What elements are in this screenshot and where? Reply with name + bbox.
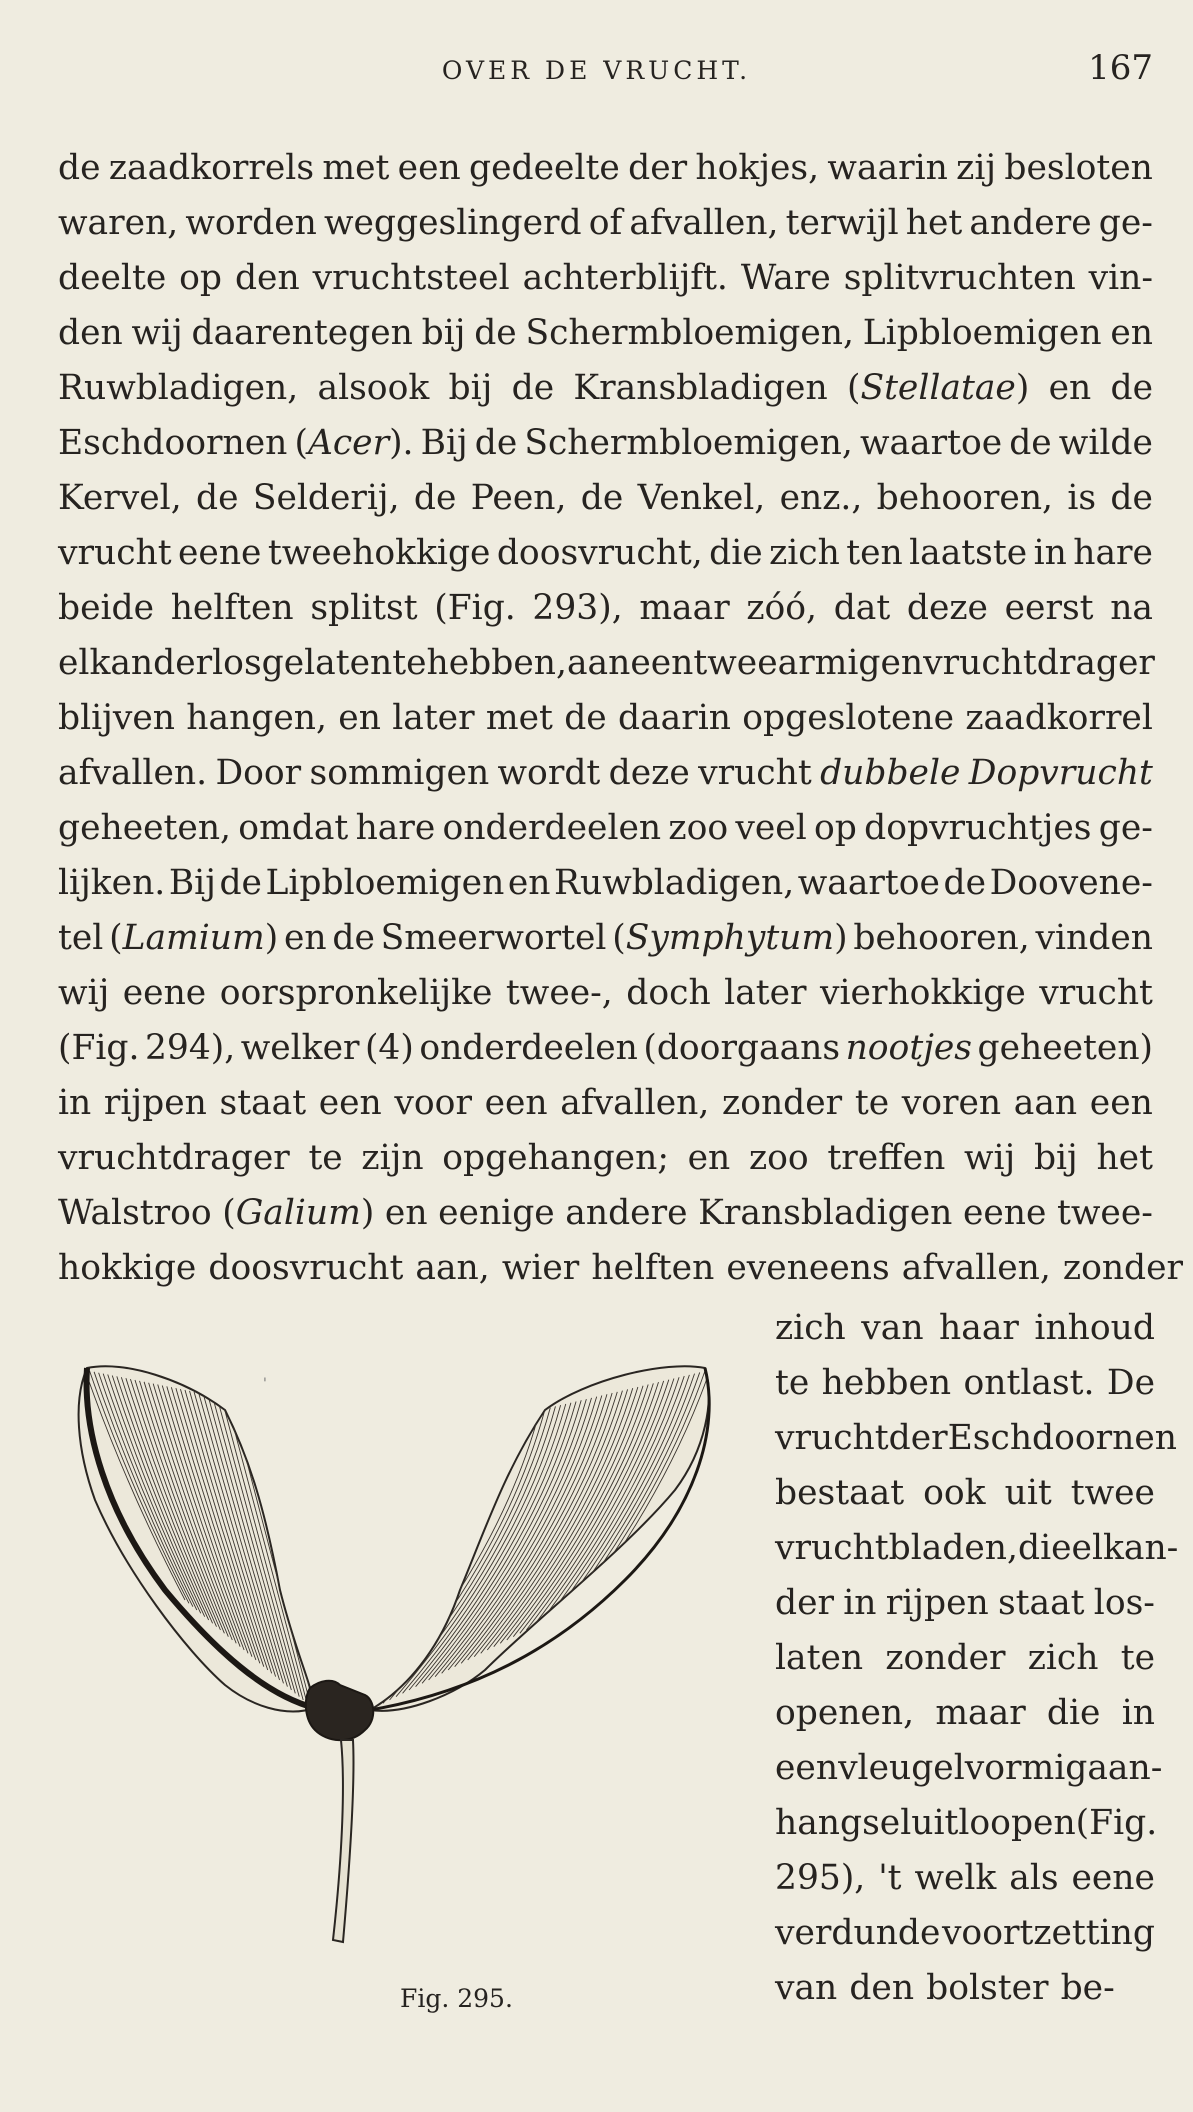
text-line: Walstroo (Galium) en eenige andere Kransbladigen eene twee- [58,1193,1153,1233]
text-line: openen, maar die in [775,1693,1155,1733]
stray-mark: ' [263,1376,267,1392]
text-line: vruchtbladen, die elkan- [775,1528,1179,1568]
text-line: in rijpen staat een voor een afvallen, zonder te voren aan een [58,1083,1153,1123]
text-line: bestaat ook uit twee [775,1473,1155,1513]
text-line: geheeten, omdat hare onderdeelen zoo veel op dopvruchtjes ge- [58,808,1153,848]
text-line: vruchtdrager te zijn opgehangen; en zoo treffen wij bij het [58,1138,1153,1178]
text-line: blijven hangen, en later met de daarin opgeslotene zaadkorrel [58,698,1153,738]
text-line: 295), 't welk als eene [775,1858,1155,1898]
text-line: tel (Lamium) en de Smeerwortel (Symphytum) behooren, vinden [58,918,1153,958]
text-line: hangsel uitloopen (Fig. [775,1803,1158,1843]
body-text [58,141,1184,1296]
text-line: vrucht eene tweehokkige doosvrucht, die zich ten laatste in hare [58,533,1153,573]
text-line: Kervel, de Selderij, de Peen, de Venkel, enz., behooren, is de [58,478,1153,518]
text-line: verdunde voortzetting [775,1913,1155,1953]
text-line: beide helften splitst (Fig. 293), maar zóó, dat deze eerst na [58,588,1153,628]
text-line: vrucht der Eschdoornen [775,1418,1178,1458]
text-line: der in rijpen staat los- [775,1583,1155,1623]
text-line: laten zonder zich te [775,1638,1155,1678]
text-line: wij eene oorspronkelijke twee-, doch later vierhokkige vrucht [58,973,1153,1013]
text-line: elkander losgelaten te hebben, aan een tweearmigen vruchtdrager [58,643,1155,683]
wrapped-text-beside-figure [775,1301,1179,2016]
maple-samara-icon [65,1350,725,1960]
running-title: OVER DE VRUCHT. [441,56,752,85]
right-wing [370,1366,709,1711]
text-line: de zaadkorrels met een gedeelte der hokjes, waarin zij besloten [58,148,1153,188]
text-line: te hebben ontlast. De [775,1363,1155,1403]
text-line: (Fig. 294), welker (4) onderdeelen (doorgaans nootjes geheeten) [58,1028,1153,1068]
text-line: lijken. Bij de Lipbloemigen en Ruwbladigen, waartoe de Doovene- [58,863,1153,903]
page-number: 167 [1088,48,1153,88]
text-line: Ruwbladigen, alsook bij de Kransbladigen (Stellatae) en de [58,368,1153,408]
text-line: waren, worden weggeslingerd of afvallen, terwijl het andere ge- [58,203,1153,243]
figure-caption: Fig. 295. [400,1984,513,2013]
text-line: Eschdoornen (Acer). Bij de Schermbloemigen, waartoe de wilde [58,423,1153,463]
text-line: een vleugelvormig aan- [775,1748,1163,1788]
seed-junction [306,1681,373,1740]
text-line: den wij daarentegen bij de Schermbloemigen, Lipbloemigen en [58,313,1153,353]
text-line: hokkige doosvrucht aan, wier helften eveneens afvallen, zonder [58,1248,1184,1288]
text-line: van den bolster be- [775,1968,1115,2008]
text-line: zich van haar inhoud [775,1308,1155,1348]
text-line: afvallen. Door sommigen wordt deze vrucht dubbele Dopvrucht [58,753,1153,793]
text-line: deelte op den vruchtsteel achterblijft. Ware splitvruchten vin- [58,258,1153,298]
stalk [333,1740,354,1942]
